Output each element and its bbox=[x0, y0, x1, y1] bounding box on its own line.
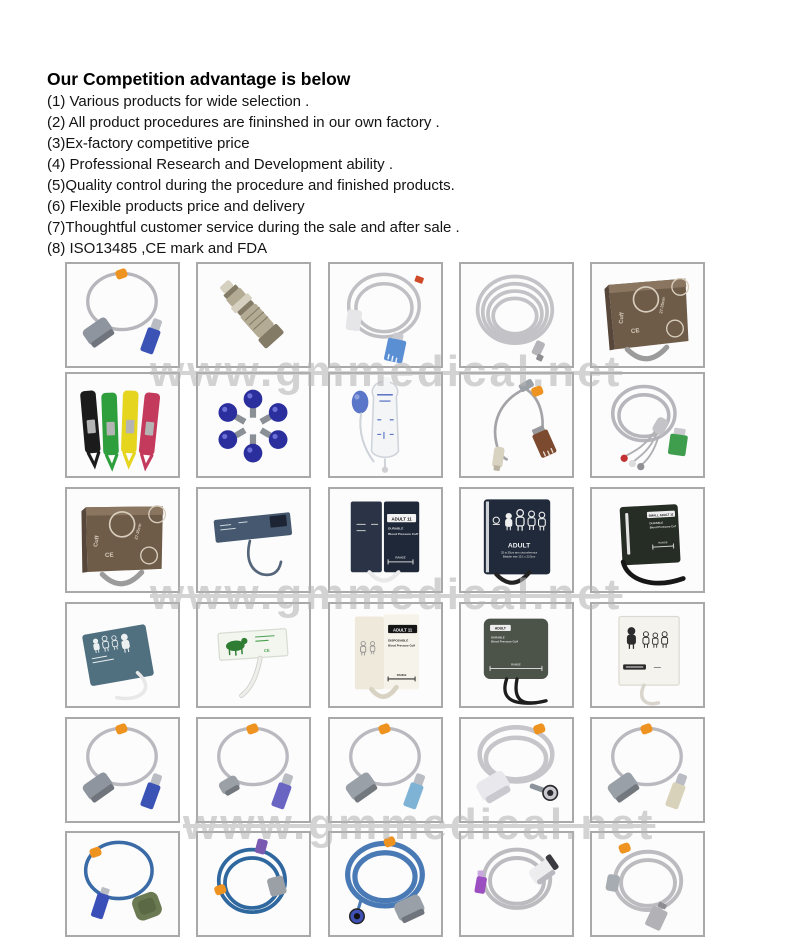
advantage-item: (4) Professional Research and Development ability . bbox=[47, 156, 394, 173]
nibp-cuff-teal-icons-illustration bbox=[67, 604, 178, 706]
svg-text:RANGE: RANGE bbox=[511, 663, 521, 667]
svg-text:27-35cm: 27-35cm bbox=[658, 296, 666, 314]
svg-text:ADULT 11: ADULT 11 bbox=[391, 516, 412, 522]
spo2-finger-sensor-blue-connector bbox=[65, 262, 180, 368]
spo2-sensor-blue-cable-olive-tip-illustration bbox=[67, 833, 178, 935]
svg-text:DISPOSABLE: DISPOSABLE bbox=[388, 638, 409, 643]
nibp-cuff-brown-adult bbox=[590, 262, 705, 368]
advantage-item: (8) ISO13485 ,CE mark and FDA bbox=[47, 240, 268, 257]
spo2-sensor-gray-clip-lightblue-illustration bbox=[330, 719, 441, 821]
spo2-sensor-gray-clip-beige-db9 bbox=[590, 717, 705, 823]
svg-text:RANGE: RANGE bbox=[396, 673, 407, 677]
interconnect-coiled-cable bbox=[459, 262, 574, 368]
watermark-text: www.gmmedical.net bbox=[150, 570, 623, 619]
spo2-finger-sensor-blue-connector-illustration bbox=[67, 264, 178, 366]
spo2-sensor-gray-coil-violet-illustration bbox=[461, 833, 572, 935]
ecg-trunk-cable-3-leads bbox=[590, 372, 705, 478]
advantage-item: (5)Quality control during the procedure and finished products. bbox=[47, 177, 455, 194]
spo2-sensor-gray-clip-beige-db9-illustration bbox=[592, 719, 703, 821]
svg-text:Cuff: Cuff bbox=[618, 312, 626, 324]
svg-text:RANGE: RANGE bbox=[395, 555, 406, 560]
nibp-cuff-neonate-vet-illustration bbox=[198, 604, 309, 706]
nibp-cuff-small-adult-durable-illustration bbox=[592, 489, 703, 591]
spo2-sensor-thick-blue-coil bbox=[328, 831, 443, 937]
svg-text:Bladder size 15.1 x 23.5cm: Bladder size 15.1 x 23.5cm bbox=[502, 555, 536, 559]
nibp-cuff-brown-adult-angled bbox=[65, 487, 180, 593]
pressure-infusion-bag bbox=[328, 372, 443, 478]
svg-text:ADULT: ADULT bbox=[507, 542, 531, 550]
svg-text:Blood Pressure Cuff: Blood Pressure Cuff bbox=[491, 639, 519, 644]
spo2-sensor-soft-tip-purple-db9 bbox=[196, 717, 311, 823]
spo2-sensor-soft-tip-purple-db9-illustration bbox=[198, 719, 309, 821]
watermark-text: www.gmmedical.net bbox=[183, 800, 656, 849]
nibp-cuff-small-adult-durable bbox=[590, 487, 705, 593]
svg-text:Blood Pressure Cuff: Blood Pressure Cuff bbox=[388, 643, 416, 648]
advantage-item: (6) Flexible products price and delivery bbox=[47, 198, 305, 215]
svg-text:Cuff: Cuff bbox=[93, 535, 101, 548]
svg-text:RANGE: RANGE bbox=[658, 541, 668, 545]
nibp-cuff-brown-adult-illustration bbox=[592, 264, 703, 366]
spo2-sensor-gray-coil bbox=[590, 831, 705, 937]
svg-text:25 to 35cm arm circumference: 25 to 35cm arm circumference bbox=[500, 551, 538, 555]
svg-text:27-35cm: 27-35cm bbox=[133, 522, 143, 541]
svg-text:ADULT: ADULT bbox=[494, 626, 506, 631]
spo2-sensor-gray-clip-lightblue bbox=[328, 717, 443, 823]
svg-text:Blood Pressure Cuff: Blood Pressure Cuff bbox=[388, 531, 419, 536]
advantage-item: (2) All product procedures are fininshed in our own factory . bbox=[47, 114, 440, 131]
spo2-adapter-cable-brown-connector bbox=[459, 372, 574, 478]
spo2-sensor-gray-coil-illustration bbox=[592, 833, 703, 935]
ecg-suction-bulb-electrodes-illustration bbox=[198, 374, 309, 476]
nibp-cuff-slate-flat-illustration bbox=[198, 489, 309, 591]
nibp-cuff-adult-family-icons-illustration bbox=[461, 489, 572, 591]
pressure-infusion-bag-illustration bbox=[330, 374, 441, 476]
svg-text:CE: CE bbox=[104, 551, 114, 560]
nibp-cuff-slate-flat bbox=[196, 487, 311, 593]
spo2-adapter-cable-brown-connector-illustration bbox=[461, 374, 572, 476]
svg-text:DURABLE: DURABLE bbox=[388, 526, 404, 531]
nibp-cuff-adult-disposable-illustration bbox=[330, 604, 441, 706]
spo2-sensor-gray-clip-blue-db9 bbox=[65, 717, 180, 823]
ecg-limb-clamp-electrodes bbox=[65, 372, 180, 478]
spo2-sensor-gray-coil-violet bbox=[459, 831, 574, 937]
spo2-sensor-white-clip-round-connector bbox=[459, 717, 574, 823]
nibp-cuff-neonate-vet bbox=[196, 602, 311, 708]
nibp-cuff-white-family-icons bbox=[590, 602, 705, 708]
svg-text:Blood Pressure Cuf: Blood Pressure Cuf bbox=[649, 524, 676, 530]
spo2-sensor-gray-clip-blue-db9-illustration bbox=[67, 719, 178, 821]
svg-text:CE: CE bbox=[263, 647, 270, 654]
spo2-adapter-cable-ge bbox=[328, 262, 443, 368]
nibp-cuff-white-family-icons-illustration bbox=[592, 604, 703, 706]
nibp-cuff-brown-adult-angled-illustration bbox=[67, 489, 178, 591]
nibp-metal-connector bbox=[196, 262, 311, 368]
spo2-extension-blue-coil-purple-illustration bbox=[198, 833, 309, 935]
svg-text:DURABLE: DURABLE bbox=[649, 520, 664, 526]
ecg-suction-bulb-electrodes bbox=[196, 372, 311, 478]
spo2-extension-blue-coil-purple bbox=[196, 831, 311, 937]
watermark-text: www.gmmedical.net bbox=[150, 347, 623, 396]
spo2-sensor-blue-cable-olive-tip bbox=[65, 831, 180, 937]
page-title: Our Competition advantage is below bbox=[47, 68, 351, 89]
svg-text:ADULT 11: ADULT 11 bbox=[393, 627, 413, 633]
interconnect-coiled-cable-illustration bbox=[461, 264, 572, 366]
spo2-adapter-cable-ge-illustration bbox=[330, 264, 441, 366]
ecg-trunk-cable-3-leads-illustration bbox=[592, 374, 703, 476]
nibp-cuff-teal-icons bbox=[65, 602, 180, 708]
nibp-cuff-adult-durable-pair bbox=[328, 487, 443, 593]
svg-text:SMALL ADULT 11: SMALL ADULT 11 bbox=[648, 512, 674, 518]
spo2-sensor-thick-blue-coil-illustration bbox=[330, 833, 441, 935]
svg-text:DURABLE: DURABLE bbox=[491, 635, 505, 640]
nibp-cuff-two-tube bbox=[459, 602, 574, 708]
nibp-cuff-two-tube-illustration bbox=[461, 604, 572, 706]
nibp-cuff-adult-durable-pair-illustration bbox=[330, 489, 441, 591]
ecg-limb-clamp-electrodes-illustration bbox=[67, 374, 178, 476]
svg-text:CE: CE bbox=[630, 327, 641, 336]
nibp-cuff-adult-disposable bbox=[328, 602, 443, 708]
advantage-item: (1) Various products for wide selection . bbox=[47, 93, 310, 110]
advantage-item: (3)Ex-factory competitive price bbox=[47, 135, 250, 152]
spo2-sensor-white-clip-round-connector-illustration bbox=[461, 719, 572, 821]
nibp-metal-connector-illustration bbox=[198, 264, 309, 366]
nibp-cuff-adult-family-icons bbox=[459, 487, 574, 593]
advantage-item: (7)Thoughtful customer service during the sale and after sale . bbox=[47, 219, 460, 236]
